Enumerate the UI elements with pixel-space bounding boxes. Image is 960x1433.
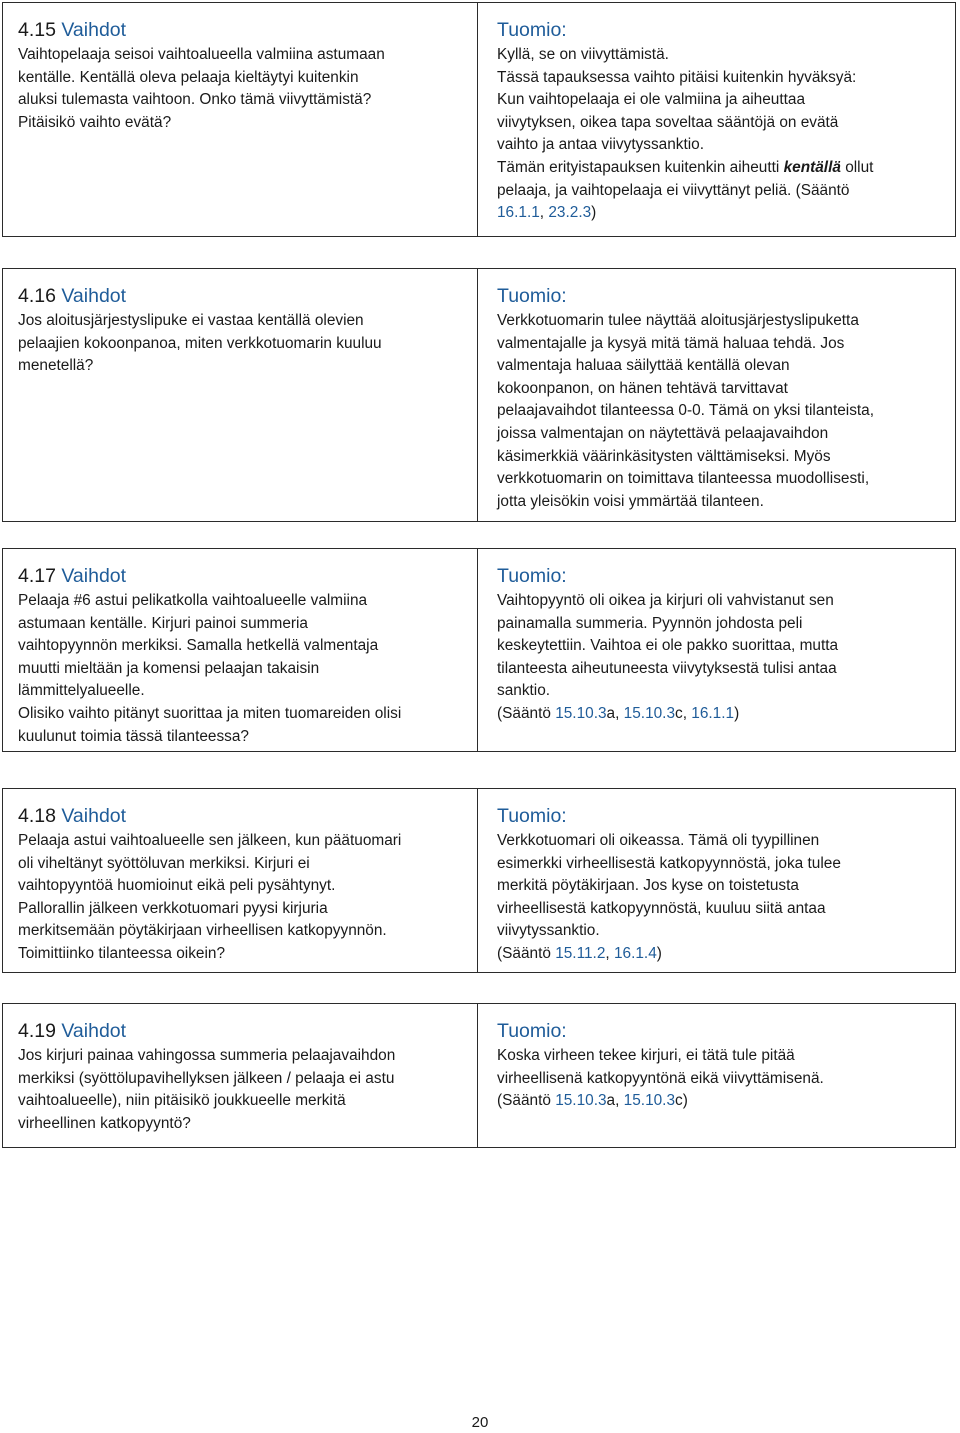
case-card-4-16 xyxy=(2,268,956,522)
question-column xyxy=(3,789,477,966)
rule-reference: (Sääntö 15.11.2, 16.1.4) xyxy=(497,944,662,962)
answer-text: Koska virheen tekee kirjuri, ei tätä tule pitää virheellisenä katkopyyntönä eikä viivyttämisenä. (Sääntö 15.10.3a, 15.10.3c) xyxy=(497,1045,955,1113)
case-card-4-15 xyxy=(2,2,956,237)
ruling-label: Tuomio: xyxy=(497,19,567,41)
case-card-4-18 xyxy=(2,788,956,973)
answer-column xyxy=(477,549,955,751)
answer-text: Kyllä, se on viivyttämistä. Tässä tapauksessa vaihto pitäisi kuitenkin hyväksyä: Kun vaihtopelaaja ei ole valmiina ja aiheuttaa viivytyksen, oikea tapa soveltaa sääntöjä on evätä vaihto ja antaa viivytyssanktio. Tämän erityistapauksen kuitenkin aiheutti kentällä ollut pelaaja, ja vaihtopelaaja ei viivyttänyt peliä. (Sääntö 16.1.1, 23.2.3) xyxy=(497,44,955,225)
ruling-label: Tuomio: xyxy=(497,805,567,827)
section-heading: 4.17 Vaihdot xyxy=(18,565,127,587)
answer-column xyxy=(477,3,955,236)
answer-column xyxy=(477,789,955,972)
question-column xyxy=(3,1004,477,1135)
rule-reference: (Sääntö 15.10.3a, 15.10.3c) xyxy=(497,1092,688,1110)
answer-text: Verkkotuomari oli oikeassa. Tämä oli tyypillinen esimerkki virheellisestä katkopyynnöstä, joka tulee merkitä pöytäkirjaan. Jos kyse on toistetusta virheellisestä katkopyynnöstä, kuuluu siitä antaa viivytyssanktio. (Sääntö 15.11.2, 16.1.4) xyxy=(497,830,955,966)
question-text: Vaihtopelaaja seisoi vaihtoalueella valmiina astumaan kentälle. Kentällä oleva pelaaja kieltäytyi kuitenkin aluksi tulemasta vaihtoon. Onko tämä viivyttämistä? Pitäisikö vaihto evätä? xyxy=(18,46,385,131)
ruling-label: Tuomio: xyxy=(497,565,567,587)
question-text: Pelaaja astui vaihtoalueelle sen jälkeen, kun päätuomari oli viheltänyt syöttöluvan merkiksi. Kirjuri ei vaihtopyyntöä huomioinut eikä peli pysähtynyt. Pallorallin jälkeen verkkotuomari pyysi kirjuria merkitsemään pöytäkirjaan virheellisen katkopyynnön. Toimittiinko tilanteessa oikein? xyxy=(18,832,402,962)
section-heading: 4.15 Vaihdot xyxy=(18,19,127,41)
question-column xyxy=(3,3,477,134)
question-text: Pelaaja #6 astui pelikatkolla vaihtoalueelle valmiina astumaan kentälle. Kirjuri painoi summeria vaihtopyynnön merkiksi. Samalla hetkellä valmentaja muutti mieltään ja komensi pelaajan takaisin lämmittelyalueelle. Olisiko vaihto pitänyt suorittaa ja miten tuomareiden olisi kuulunut toimia tässä tilanteessa? xyxy=(18,592,402,745)
question-column xyxy=(3,549,477,748)
answer-column xyxy=(477,269,955,521)
question-text: Jos kirjuri painaa vahingossa summeria pelaajavaihdon merkiksi (syöttölupavihellyksen jälkeen / pelaaja ei astu vaihtoalueelle), niin pitäisikö joukkueelle merkitä virheellinen katkopyyntö? xyxy=(18,1047,396,1132)
answer-column xyxy=(477,1004,955,1147)
emphasis-text: kentällä xyxy=(783,158,841,176)
section-heading: 4.18 Vaihdot xyxy=(18,805,127,827)
section-heading: 4.16 Vaihdot xyxy=(18,285,127,307)
rule-reference: 16.1.1, 23.2.3) xyxy=(497,204,597,222)
case-card-4-17 xyxy=(2,548,956,752)
page-number: 20 xyxy=(471,1414,489,1431)
answer-text: Verkkotuomarin tulee näyttää aloitusjärjestyslipuketta valmentajalle ja kysyä mitä tämä haluaa tehdä. Jos valmentaja haluaa säilyttää kentällä olevan kokoonpanon, on hänen tehtävä tarvittavat pelaajavaihdot tilanteessa 0-0. Tämä on yksi tilanteista, joissa valmentajan on näytettävä pelaajavaihdon käsimerkkiä väärinkäsitysten välttämiseksi. Myös verkkotuomarin on toimittava tilanteessa muodollisesti, jotta yleisökin voisi ymmärtää tilanteen. xyxy=(497,312,875,510)
rule-reference: (Sääntö 15.10.3a, 15.10.3c, 16.1.1) xyxy=(497,704,740,722)
ruling-label: Tuomio: xyxy=(497,1020,567,1042)
question-column xyxy=(3,269,477,378)
question-text: Jos aloitusjärjestyslipuke ei vastaa kentällä olevien pelaajien kokoonpanoa, miten verkkotuomarin kuuluu menetellä? xyxy=(18,312,382,375)
case-card-4-19 xyxy=(2,1003,956,1148)
answer-text: Vaihtopyyntö oli oikea ja kirjuri oli vahvistanut sen painamalla summeria. Pyynnön johdosta peli keskeytettiin. Vaihtoa ei ole pakko suorittaa, mutta tilanteesta aiheutuneesta viivytyksestä tulisi antaa sanktio. (Sääntö 15.10.3a, 15.10.3c, 16.1.1) xyxy=(497,590,955,726)
ruling-label: Tuomio: xyxy=(497,285,567,307)
section-heading: 4.19 Vaihdot xyxy=(18,1020,127,1042)
